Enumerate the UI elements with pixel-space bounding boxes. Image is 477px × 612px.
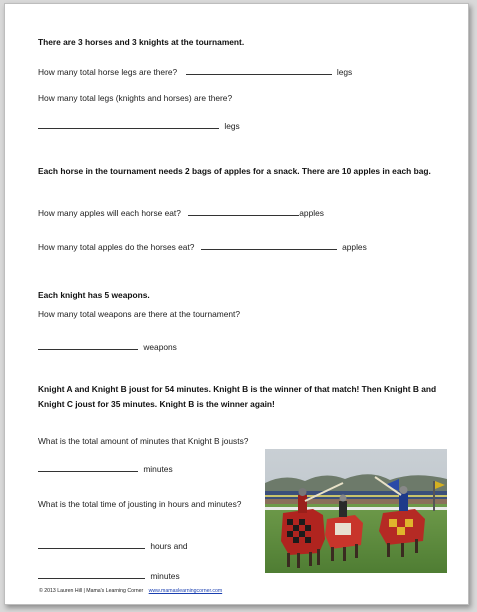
problem-4b-minutes-line[interactable]	[38, 570, 145, 579]
problem-4a-unit: minutes	[143, 464, 173, 474]
problem-2b-answer-line[interactable]	[201, 241, 337, 250]
problem-3-heading: Each knight has 5 weapons.	[38, 290, 150, 300]
jousting-photo	[265, 449, 447, 573]
problem-3a-answer-line[interactable]	[38, 341, 138, 350]
problem-4a	[38, 463, 173, 475]
problem-4a-answer-line[interactable]	[38, 463, 138, 472]
problem-4-heading: Knight A and Knight B joust for 54 minutes. Knight B is the winner of that match! Then Knight B and Knight C joust for 35 minutes. Knight B is the winner again!	[38, 384, 437, 409]
problem-2a-question: How many apples will each horse eat?	[38, 208, 181, 218]
problem-1b-answer-line[interactable]	[38, 120, 219, 129]
problem-1a-answer-line[interactable]	[186, 66, 332, 75]
footer	[39, 588, 222, 594]
problem-4b-unit-minutes: minutes	[150, 571, 180, 581]
footer-copyright: © 2013 Lauren Hill | Mama's Learning Corner	[39, 588, 144, 594]
problem-4b-minutes	[38, 570, 180, 582]
problem-1b	[38, 120, 240, 132]
worksheet-page	[4, 3, 469, 605]
problem-4b-unit-hours: hours and	[150, 541, 188, 551]
problem-2a-answer-line[interactable]	[188, 207, 299, 216]
problem-3a	[38, 341, 177, 353]
problem-4a-question: What is the total amount of minutes that Knight B jousts?	[38, 436, 249, 446]
problem-4b-hours-line[interactable]	[38, 540, 145, 549]
problem-1a	[38, 66, 352, 78]
problem-3a-unit: weapons	[143, 342, 177, 352]
problem-3a-question: How many total weapons are there at the tournament?	[38, 309, 241, 319]
problem-1b-unit: legs	[224, 121, 240, 131]
jousting-photo-illustration	[265, 449, 447, 573]
problem-2b	[38, 241, 367, 253]
problem-2-heading: Each horse in the tournament needs 2 bags of apples for a snack. There are 10 apples in each bag.	[38, 166, 431, 176]
problem-1a-unit: legs	[336, 67, 353, 77]
problem-2b-unit: apples	[342, 242, 367, 252]
problem-2b-question: How many total apples do the horses eat?	[38, 242, 195, 252]
problem-4b-question: What is the total time of jousting in hours and minutes?	[38, 499, 242, 509]
problem-2a-unit: apples	[299, 208, 324, 218]
problem-2a	[38, 207, 324, 219]
problem-4b-hours	[38, 540, 188, 552]
problem-1b-question: How many total legs (knights and horses) are there?	[38, 93, 233, 103]
footer-link[interactable]: www.mamaslearningcorner.com	[148, 588, 223, 594]
problem-1-heading: There are 3 horses and 3 knights at the tournament.	[38, 37, 245, 47]
problem-1a-question: How many total horse legs are there?	[38, 67, 178, 77]
